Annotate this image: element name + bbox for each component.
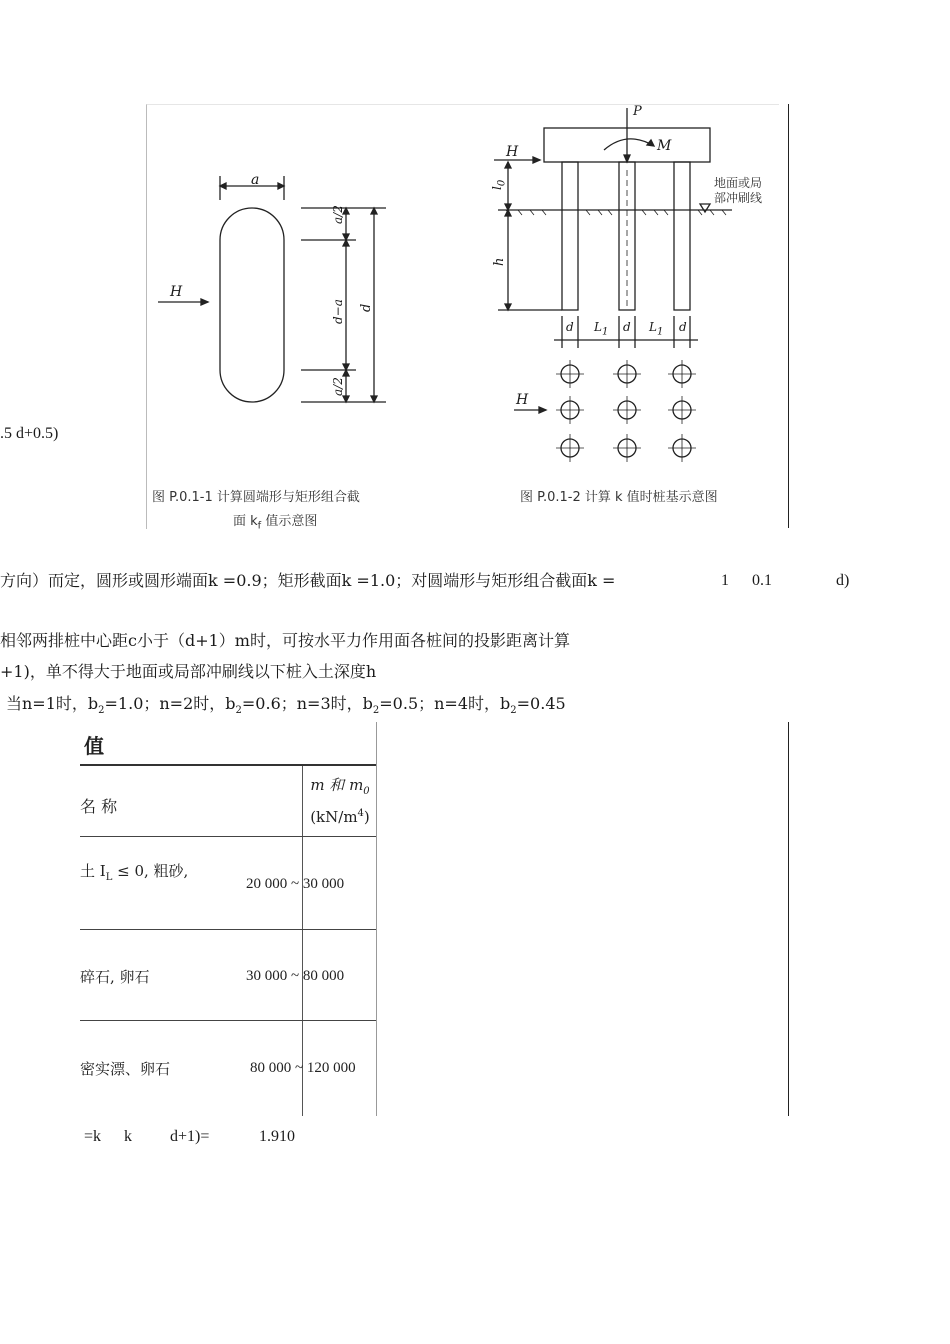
label-a-half-top: a/2 bbox=[331, 205, 345, 224]
table-row-2-value: 30 000 ~ 80 000 bbox=[246, 968, 345, 984]
stadium-cross-section bbox=[220, 208, 284, 402]
table-row-rule-2 bbox=[80, 1020, 376, 1021]
figure-caption-right: 图 P.0.1-2 计算 k 值时桩基示意图 bbox=[520, 490, 718, 505]
formula-part-3: d+1)= bbox=[170, 1128, 210, 1145]
label-d: d bbox=[359, 303, 374, 312]
label-h-plan: H bbox=[516, 392, 529, 408]
label-d-minus-a: d−a bbox=[331, 299, 345, 324]
table-header-rule bbox=[80, 836, 376, 837]
text-line-1: 方向）而定，圆形或圆形端面k =0.9；矩形截面k =1.0；对圆端形与矩形组合截面k = bbox=[0, 571, 616, 590]
figure-caption-left-line2: 面 $k_f$ 值示意图 bbox=[233, 514, 318, 532]
ground-line-label: 地面或局 部冲刷线 bbox=[714, 176, 763, 205]
text-line-2: 相邻两排桩中心距c小于（d+1）m时，可按水平力作用面各桩间的投影距离计算 bbox=[0, 631, 570, 650]
text-line-1-term-b: 0.1 bbox=[752, 572, 772, 589]
pile-right bbox=[674, 162, 690, 310]
dim-l1-a: $L_1$ bbox=[594, 320, 609, 338]
label-h: h bbox=[492, 257, 507, 266]
text-line-3: +1)，单不得大于地面或局部冲刷线以下桩入土深度h bbox=[0, 662, 377, 681]
table-row-3-value: 80 000 ~ 120 000 bbox=[250, 1060, 356, 1076]
label-a-half-bottom: a/2 bbox=[331, 377, 345, 396]
table-header-m: m 和 $m_0$ bbox=[310, 776, 370, 797]
label-p: P bbox=[633, 104, 642, 119]
text-line-1-term-a: 1 bbox=[721, 572, 729, 589]
table-title: 值 bbox=[84, 734, 104, 758]
table-header-name: 名 称 bbox=[80, 797, 118, 816]
figure-caption-left-line1: 图 P.0.1-1 计算圆端形与矩形组合截 bbox=[152, 490, 360, 505]
dim-d-3: d bbox=[679, 320, 687, 334]
table-header-unit: $(kN/m^4)$ bbox=[310, 808, 370, 826]
label-h-right: H bbox=[506, 144, 519, 160]
formula-result: 1.910 bbox=[259, 1128, 295, 1145]
label-l0: $l_0$ bbox=[490, 179, 508, 190]
figure-diagram bbox=[146, 104, 778, 528]
page-rule-top bbox=[788, 104, 789, 528]
table-row-1-value: 20 000 ~ 30 000 bbox=[246, 876, 345, 892]
table-row-3-name: 密实漂、卵石 bbox=[80, 1060, 171, 1078]
dim-d-2: d bbox=[623, 320, 631, 334]
formula-part-1: =k bbox=[84, 1128, 102, 1145]
pile-plan-grid bbox=[556, 360, 696, 462]
pile-left bbox=[562, 162, 578, 310]
label-h-left: H bbox=[170, 284, 183, 300]
formula-fragment: .5 d+0.5) bbox=[0, 425, 59, 442]
label-a: a bbox=[251, 172, 260, 188]
table-row-2-name: 碎石, 卵石 bbox=[80, 968, 150, 986]
soil-coefficient-table bbox=[80, 722, 377, 1116]
table-row-rule-1 bbox=[80, 929, 376, 930]
page-rule-bottom bbox=[788, 722, 789, 1116]
formula-part-2: k bbox=[124, 1128, 132, 1145]
dim-d-1: d bbox=[566, 320, 574, 334]
table-top-rule bbox=[80, 764, 376, 766]
dim-l1-b: $L_1$ bbox=[649, 320, 664, 338]
table-row-1-name: 土 $I_L \le 0$, 粗砂, bbox=[80, 862, 189, 883]
text-line-1-term-c: d) bbox=[836, 572, 850, 589]
text-line-4: 当n=1时，$b_2=1.0$；n=2时，$b_2=0.6$；n=3时，$b_2=0.5$；n=4时，$b_2=0.45$ bbox=[6, 694, 566, 717]
label-m: M bbox=[657, 138, 672, 154]
